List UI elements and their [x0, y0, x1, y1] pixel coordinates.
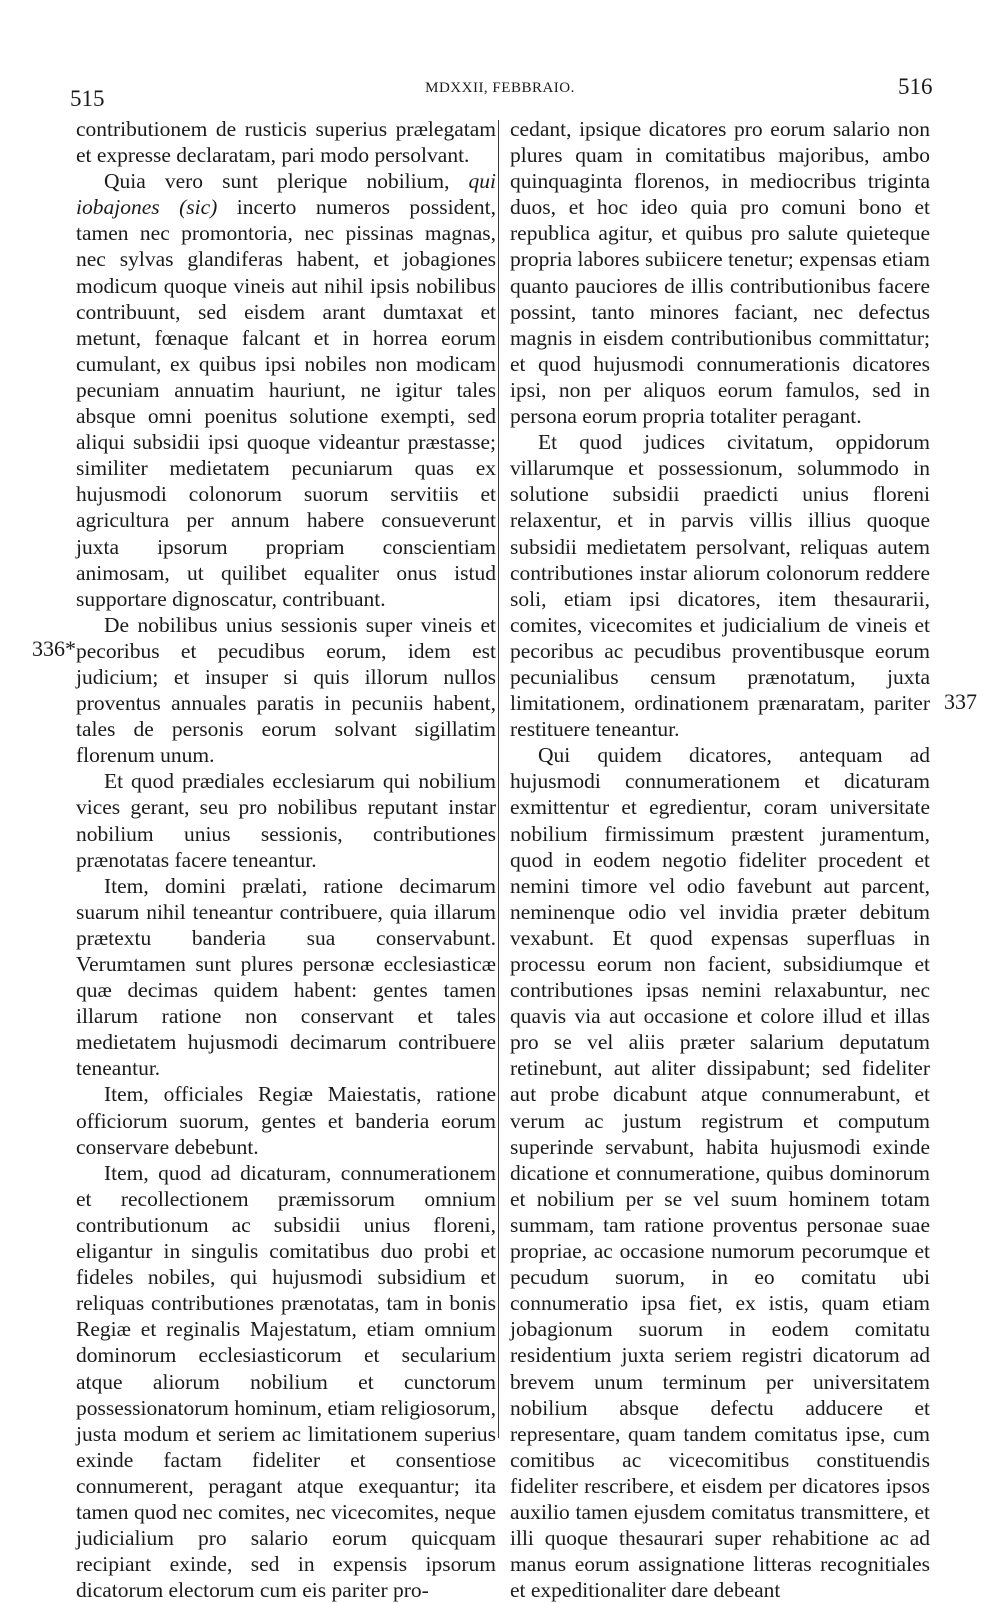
paragraph: Et quod judices civitatum, oppidorum villarumque et possessionum, solummodo in solutione subsidii praedicti unius floreni relaxentur, et in parvis villis illius quoque subsidii medietatem persolvant, reliquas autem contributiones instar aliorum colonorum reddere soli, etiam ipsi dicatores, item thesaurarii, comites, vicecomites et judicialium de vineis et pecoribus ac pecudibus proventibusque eorum pecunialibus censum prænotatum, juxta limitationem, ordinationem prænaratam, pariter restituere teneantur.	[510, 430, 930, 742]
margin-number-right: 337	[944, 689, 977, 714]
paragraph	[76, 168, 496, 612]
text-run: incerto numeros possident, tamen nec promontoria, nec pissinas magnas, nec sylvas glandiferas habent, et jobagiones modicum quoque vineis aut nihil ipsis nobilibus contribuunt, sed eisdem arant dumtaxat et metunt, fœnaque falcant et in horrea eorum cumulant, ex quibus ipsi nobiles non modicam pecuniam annuatim hauriunt, ne igitur tales absque omni poenitus solutione exempti, sed aliqui subsidii ipsi quoque videantur præstasse; similiter medietatem pecuniarum quas ex hujusmodi colonorum suorum servitiis et agricultura per annum habere consueverunt juxta ipsorum propriam conscientiam animosam, ut quilibet equaliter onus istud supportare dignoscatur, contribuant.	[76, 195, 496, 611]
paragraph: Item, quod ad dicaturam, connumerationem et recollectionem præmissorum omnium contributionum ac subsidii unius floreni, eligantur in singulis comitatibus duo probi et fideles nobiles, qui hujusmodi subsidium et reliquas contributiones prænotatas, tam in bonis Regiæ et reginalis Majestatum, etiam omnium dominorum ecclesiasticorum et secularium atque aliorum nobilium et cunctorum possessionatorum hominum, etiam religiosorum, justa modum et seriem ac limitationem superius exinde factam fideliter et consentiose connumerent, peragant atque exequantur; ita tamen quod nec comites, nec vicecomites, neque judicialium pro salario eorum quicquam recipiant exinde, sed in expensis ipsorum dicatorum electorum cum eis pariter pro-	[76, 1160, 496, 1603]
paragraph: Et quod prædiales ecclesiarum qui nobilium vices gerant, seu pro nobilibus reputant instar nobilium unius sessionis, contributiones prænotatas facere teneantur.	[76, 769, 496, 872]
text-run: Quia vero sunt plerique nobilium,	[104, 169, 469, 194]
paragraph: De nobilibus unius sessionis super vineis et pecoribus et pecudibus eorum, idem est judicium; et insuper si quis illorum nullos proventus annuales paratis in pecuniis habent, tales de personis eorum solvant sigillatim florenum unum.	[76, 612, 496, 768]
paragraph: Item, officiales Regiæ Maiestatis, ratione officiorum suorum, gentes et banderia eorum conservare debebunt.	[76, 1082, 496, 1159]
paragraph: contributionem de rusticis superius prælegatam et expresse declaratam, pari modo persolvant.	[76, 117, 496, 168]
paragraph: cedant, ipsique dicatores pro eorum salario non plures quam in comitatibus majoribus, ambo quinquaginta florenos, in mediocribus triginta duos, et hoc ideo quia pro comuni bono et republica agitur, et quibus pro salute quieteque propria labores subiicere tenetur; expensas etiam quanto pauciores de illis contributionibus facere possint, tanto minores faciant, nec defectus magnis in eisdem contributionibus committatur; et quod hujusmodi connumerationis dicatores ipsi, non per aliquos eorum famulos, sed in persona eorum propria totaliter peragant.	[510, 117, 930, 429]
page-number-right: 516	[898, 74, 933, 99]
left-column	[76, 116, 496, 1603]
column-divider	[498, 120, 499, 1438]
right-column	[510, 116, 930, 1603]
page-number-left: 515	[70, 86, 105, 111]
paragraph: Qui quidem dicatores, antequam ad hujusmodi connumerationem et dicaturam exmittentur et egredientur, coram universitate nobilium firmissimum præstent juramentum, quod in eodem negotio fideliter procedent et nemini timore vel odio favebunt aut parcent, neminenque odio vel invidia præter debitum vexabunt. Et quod expensas superfluas in processu eorum non facient, subsidiumque et contributiones ipsas nemini relaxabuntur, nec quavis via aut occasione et colore illud et illas pro se vel aliis præter salarium deputatum retinebunt, aut aliter dissipabunt; sed fideliter aut probe dicabunt atque connumerabunt, et verum ac justum registrum et computum superinde servabunt, habita hujusmodi exinde dicatione et connumeratione, quibus dominorum et nobilium per se vel suum hominem totam summam, tam ratione proventus personae suae propriae, ac occasione numorum pecorumque et pecudum suorum, in eo comitatu ubi connumeratio ipsa fiet, ex istis, quam etiam jobagionum suorum in eodem comitatu residentium juxta seriem registri dicatorum ad brevem unum terminum per universitatem nobilium absque defectu adducere et representare, quam tandem comitatus ipse, cum comitibus ac vicecomitibus constituendis fideliter rescribere, et eisdem per dicatores ipsos auxilio tamen ejusdem comitatus transmittere, et illi quoque thesaurari super rehabitione ac ad manus eorum assignatione litteras recognitiales et expeditionaliter dare debeant	[510, 743, 930, 1603]
margin-number-left: 336*	[32, 636, 76, 661]
italic-text-run: qui iobajones (sic)	[76, 169, 496, 220]
paragraph: Item, domini prælati, ratione decimarum suarum nihil teneantur contribuere, quia illarum prætextu banderia sua conservabunt. Verumtamen sunt plures personæ ecclesiasticæ quæ decimas quidem habent: gentes tamen illarum ratione non conservant et tales medietatem hujusmodi decimarum contribuere teneantur.	[76, 873, 496, 1081]
running-head: MDXXII, FEBBRAIO.	[425, 80, 575, 96]
